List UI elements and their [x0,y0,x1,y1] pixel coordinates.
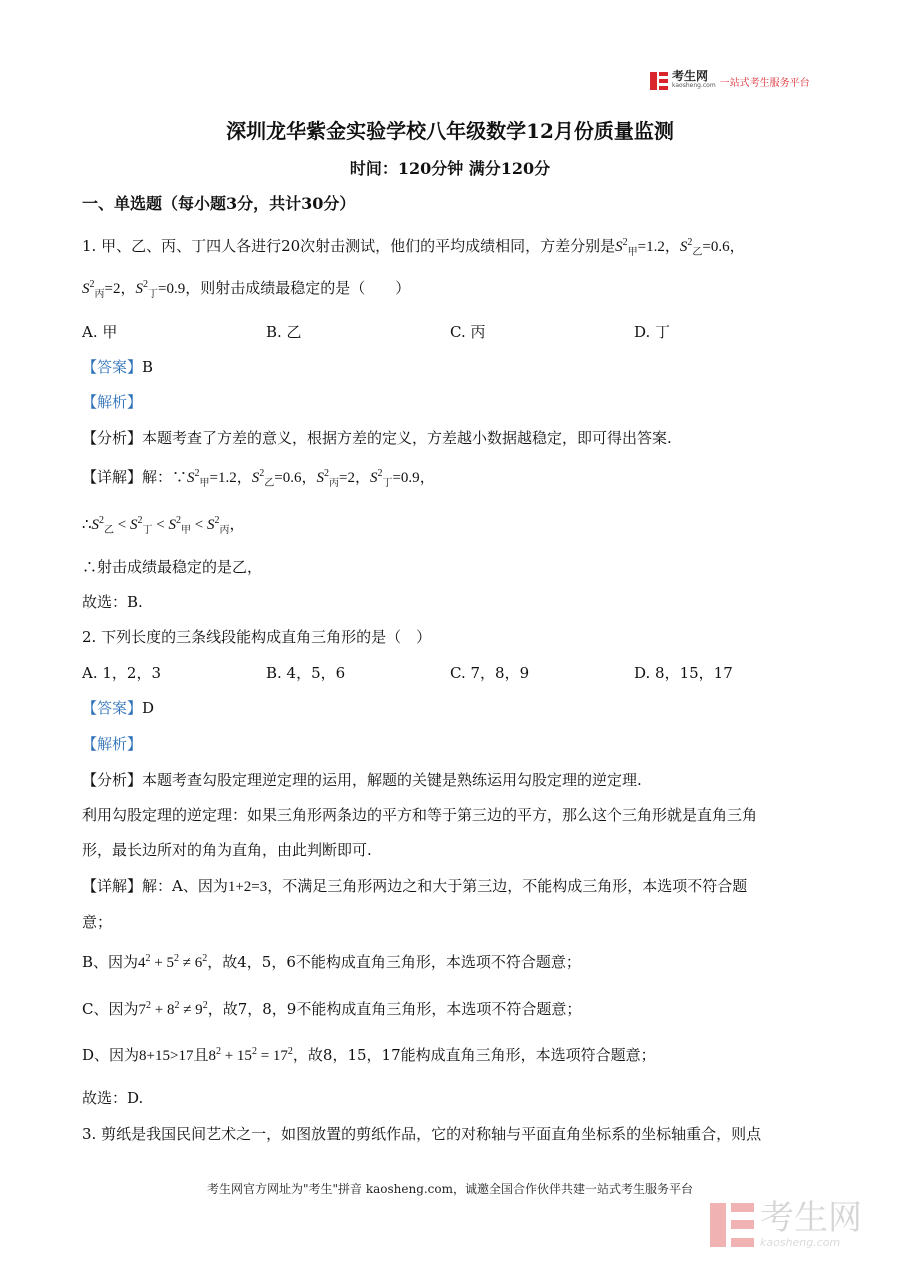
q1-option-c: C. 丙 [450,323,486,341]
q2-choose: 故选：D. [82,1089,144,1107]
q1-analysis: 【分析】本题考查了方差的意义，根据方差的定义，方差越小数据越稳定，即可得出答案. [82,429,672,447]
q1-analysis-label: 【解析】 [82,393,143,411]
logo-name: 考生网 [672,69,709,83]
kaosheng-logo-icon [650,72,668,90]
q1-detail: 【详解】解：$\because S^2_甲=1.2$，$S^2_乙=0.6$，$S^2_丙=2$，$S^2_丁=0.9$， [82,468,435,489]
q2-stem: 2. 下列长度的三条线段能构成直角三角形的是（ ） [82,628,432,646]
page-footer: 考生网官方网址为"考生"拼音 kaosheng.com，诚邀全国合作伙伴共建一站式考生服务平台 [206,1182,694,1196]
q2-detail-a: 【详解】解：A、因为1+2=3，不满足三角形两边之和大于第三边，不能构成三角形，本选项不符合题 [82,877,748,895]
answer-value: D [142,699,155,717]
q1-choose: 故选：B. [82,593,143,611]
q2-theory-line2: 形，最长边所对的角为直角，由此判断即可. [82,841,372,859]
q2-detail-c: C、因为$7^2 + 8^2 \ne 9^2$，故7，8，9不能构成直角三角形，本选项不符合题意； [82,1000,582,1018]
page-subtitle: 时间：120分钟 满分120分 [349,159,551,178]
q2-analysis-label: 【解析】 [82,735,143,753]
answer-label: 【答案】 [82,699,143,717]
watermark [710,1200,862,1249]
q1-stem-line1: 1. 甲、乙、丙、丁四人各进行20次射击测试，他们的平均成绩相同，方差分别是$S^2_甲=1.2$，$S^2_乙=0.6$， [82,237,745,258]
q2-answer [82,698,154,718]
header-logo [650,70,810,92]
q1-option-a: A. 甲 [82,323,118,341]
q2-option-c: C. 7，8，9 [450,664,530,682]
logo-slogan: 一站式考生服务平台 [719,77,810,89]
q1-stem-line2: $S^2_丙=2$，$S^2_丁=0.9$，则射击成绩最稳定的是（ ） [82,279,411,300]
q3-stem: 3. 剪纸是我国民间艺术之一，如图放置的剪纸作品，它的对称轴与平面直角坐标系的坐标轴重合，则点 [82,1125,762,1143]
q2-detail-b: B、因为$4^2 + 5^2 \ne 6^2$，故4，5，6不能构成直角三角形，本选项不符合题意； [82,953,581,971]
q1-stem-prefix: 1. 甲、乙、丙、丁四人各进行20次射击测试，他们的平均成绩相同，方差分别是 [82,237,616,255]
page-title: 深圳龙华紫金实验学校八年级数学12月份质量监测 [226,119,674,143]
q1-order: $\therefore S^2_乙 < S^2_丁 < S^2_甲 < S^2_丙$， [82,515,245,536]
watermark-url: kaosheng.com [760,1236,841,1249]
q1-conclusion: ∴射击成绩最稳定的是乙， [82,558,263,576]
q1-answer [82,357,153,377]
answer-label: 【答案】 [82,358,143,376]
q1-option-d: D. 丁 [634,323,671,341]
q2-analysis: 【分析】本题考查勾股定理逆定理的运用，解题的关键是熟练运用勾股定理的逆定理. [82,771,642,789]
q2-detail-a-line2: 意； [82,913,113,931]
logo-url: kaosheng.com [672,82,716,89]
answer-value: B [142,358,154,376]
watermark-name: 考生网 [760,1198,862,1238]
section-heading: 一、单选题（每小题3分，共计30分） [82,194,356,213]
q2-option-d: D. 8，15，17 [634,664,733,682]
q2-option-b: B. 4，5，6 [266,664,346,682]
q2-detail-d: D、因为8+15>17且$8^2 + 15^2 = 17^2$，故8，15，17能构成直角三角形，本选项符合题意； [82,1046,656,1064]
q2-theory-line1: 利用勾股定理的逆定理：如果三角形两条边的平方和等于第三边的平方，那么这个三角形就是直角三角 [82,806,758,824]
watermark-logo-icon [710,1203,754,1247]
q2-option-a: A. 1，2，3 [82,664,161,682]
q1-option-b: B. 乙 [266,323,302,341]
